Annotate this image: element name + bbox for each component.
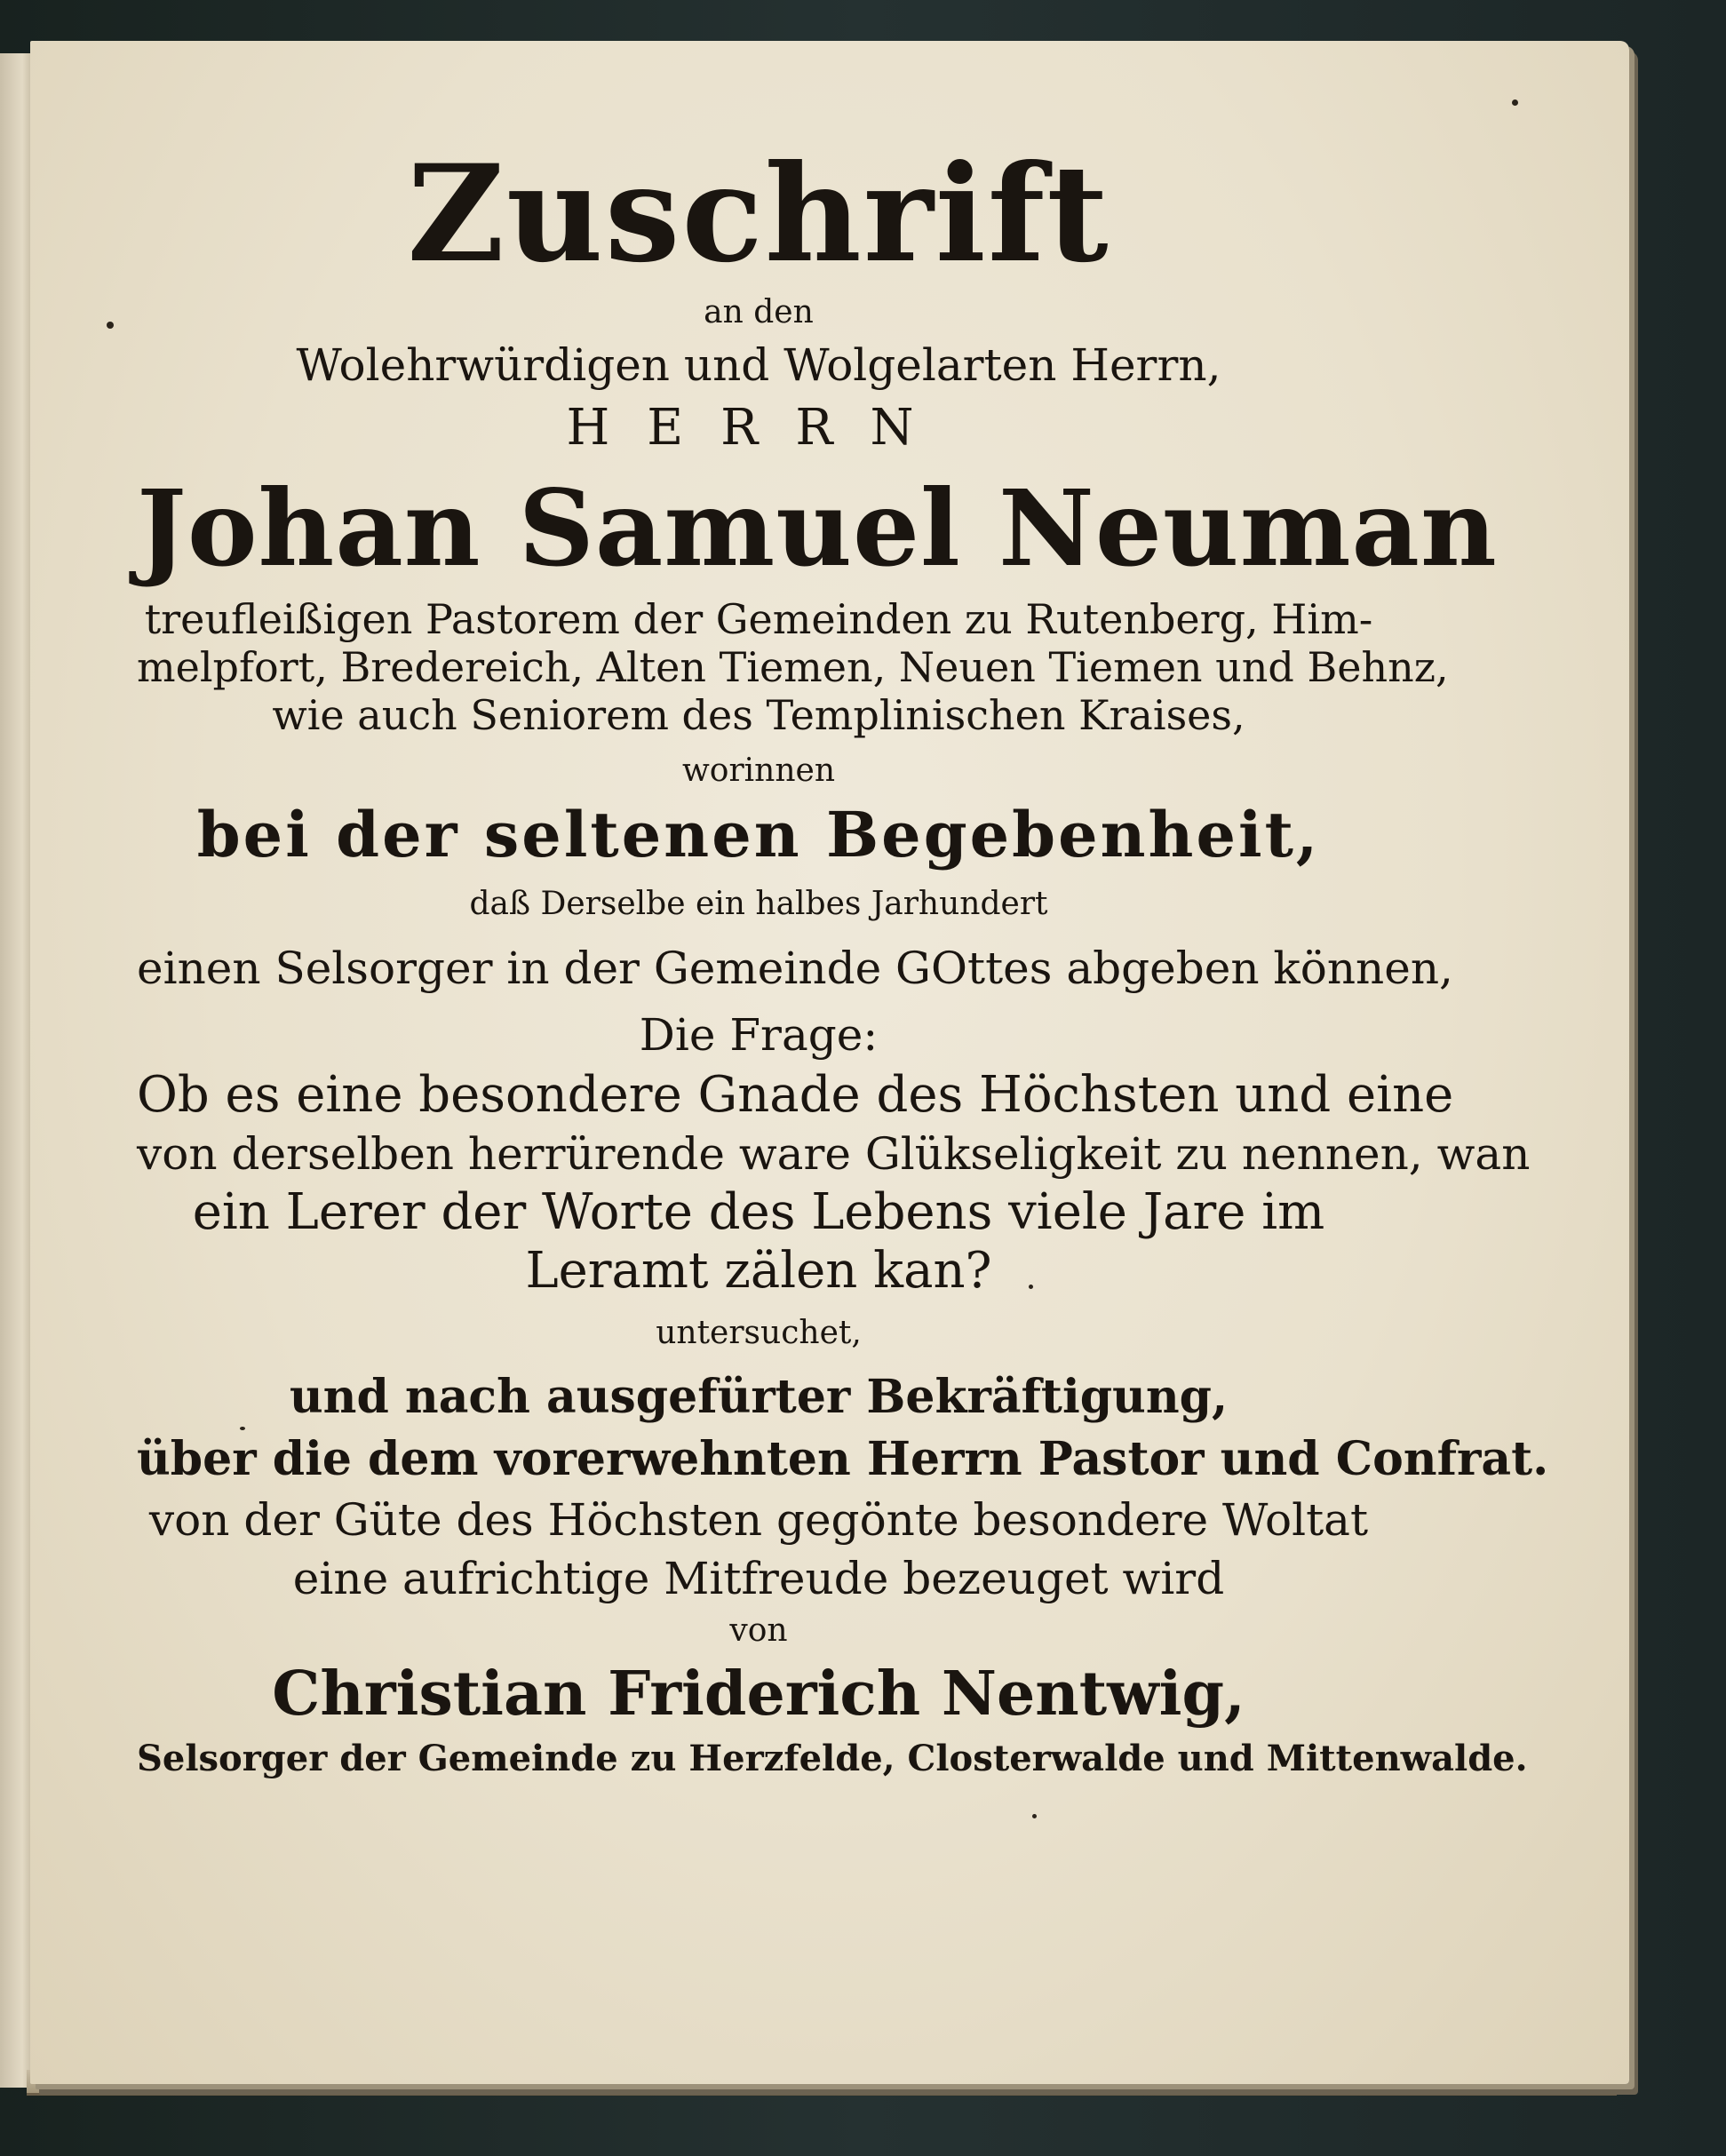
document-title: Zuschrift (407, 136, 1110, 292)
von-line: von (729, 1612, 788, 1649)
closing-line: und nach ausgefürter Bekräftigung, (289, 1370, 1229, 1424)
title-page-text (137, 136, 1549, 1784)
closing-line: über die dem vorerwehnten Herrn Pastor und Confrat. (137, 1432, 1549, 1486)
ink-speck (1512, 99, 1518, 106)
question-line: ein Lerer der Worte des Lebens viele Jare im (192, 1183, 1325, 1241)
occasion-heading: bei der seltenen Begebenheit, (196, 798, 1321, 871)
ink-speck (1032, 1814, 1037, 1818)
closing-line: von der Güte des Höchsten gegönte besondere Woltat (148, 1494, 1369, 1546)
ink-speck (107, 322, 114, 329)
untersuchet-line: untersuchet, (656, 1315, 862, 1351)
honoree-office-line: wie auch Seniorem des Templinischen Kraises, (272, 691, 1245, 739)
die-frage-line: Die Frage: (639, 1009, 879, 1061)
question-line: Ob es eine besondere Gnade des Höchsten und eine (137, 1066, 1454, 1124)
honoree-name: Johan Samuel Neuman (137, 466, 1498, 590)
worinnen-line: worinnen (681, 752, 836, 789)
addressed-to-line: an den (704, 294, 814, 330)
question-line: von derselben herrürende ware Glükseligkeit zu nennen, wan (137, 1128, 1531, 1180)
closing-line: eine aufrichtige Mitfreude bezeuget wird (292, 1553, 1225, 1604)
occasion-line: daß Derselbe ein halbes Jarhundert (469, 886, 1048, 922)
question-line: Leramt zälen kan? (525, 1242, 992, 1300)
author-office: Selsorger der Gemeinde zu Herzfelde, Closterwalde und Mittenwalde. (137, 1738, 1528, 1779)
occasion-line: einen Selsorger in der Gemeinde GOttes abgeben können, (137, 943, 1453, 994)
honoree-office-line: treufleißigen Pastorem der Gemeinden zu Rutenberg, Him- (144, 595, 1373, 643)
herrn-line: HERRN (566, 399, 951, 457)
author-name: Christian Friderich Nentwig, (272, 1659, 1245, 1730)
title-page (30, 41, 1629, 2084)
honoree-office-line: melpfort, Bredereich, Alten Tiemen, Neuen Tiemen und Behnz, (137, 643, 1449, 691)
honorific-line: Wolehrwürdigen und Wolgelarten Herrn, (296, 339, 1221, 391)
